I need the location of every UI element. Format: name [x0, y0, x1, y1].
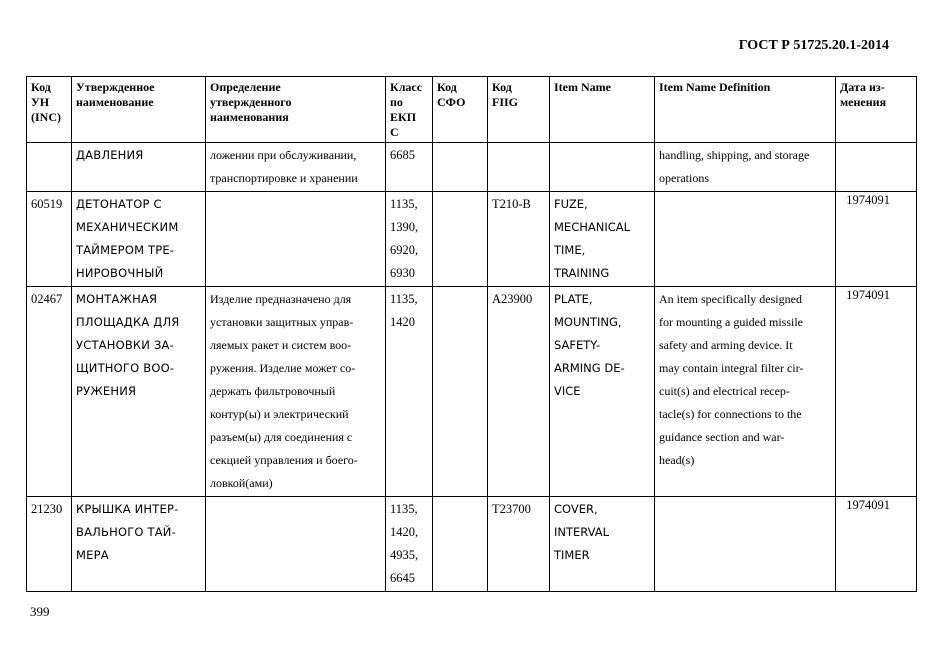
header-class	[386, 77, 433, 143]
text-line: НИРОВОЧНЫЙ	[76, 266, 164, 280]
text-line: head(s)	[659, 453, 695, 467]
text-line: TIMER	[554, 548, 590, 562]
text-line: держать фильтровочный	[210, 384, 336, 398]
text-line: ЕКП	[390, 110, 417, 124]
text-line: МЕРА	[76, 548, 109, 562]
cell-class	[386, 497, 433, 592]
text-line: 1135,	[390, 292, 418, 306]
text-line: ВАЛЬНОГО ТАЙ-	[76, 525, 176, 539]
text-line: Item Name Definition	[659, 80, 771, 94]
text-line: СФО	[437, 95, 466, 109]
cell-inc	[27, 143, 72, 192]
text-line: PLATE,	[554, 292, 593, 306]
text-line: МЕХАНИЧЕСКИМ	[76, 220, 179, 234]
cell-name	[72, 143, 206, 192]
text-line: Изделие предназначено для	[210, 292, 352, 306]
table-row	[27, 143, 917, 192]
text-line: 6930	[390, 266, 415, 280]
cell-inc: 21230	[27, 497, 72, 592]
text-line: Класс	[390, 80, 423, 94]
text-line: 6685	[390, 148, 415, 162]
text-line: operations	[659, 171, 709, 185]
cell-definition	[206, 143, 386, 192]
cell-name	[72, 497, 206, 592]
cell-definition	[206, 497, 386, 592]
text-line: ДЕТОНАТОР С	[76, 197, 162, 211]
text-line: Код	[492, 80, 512, 94]
cell-date: 1974091	[836, 287, 917, 497]
text-line: секцией управления и боего-	[210, 453, 358, 467]
text-line: 1135,	[390, 502, 418, 516]
cell-sfo	[433, 143, 488, 192]
text-line: Утвержденное	[76, 80, 155, 94]
table-row	[27, 497, 917, 592]
text-line: РУЖЕНИЯ	[76, 384, 137, 398]
cell-definition	[206, 192, 386, 287]
text-line: 1135,	[390, 197, 418, 211]
text-line: Определение	[210, 80, 281, 94]
cell-date	[836, 143, 917, 192]
header-inc	[27, 77, 72, 143]
text-line: may contain integral filter cir-	[659, 361, 804, 375]
text-line: 1420	[390, 315, 415, 329]
text-line: 6920,	[390, 243, 419, 257]
text-line: ДАВЛЕНИЯ	[76, 148, 144, 162]
text-line: ТАЙМЕРОМ ТРЕ-	[76, 243, 175, 257]
table-header-row	[27, 77, 917, 143]
text-line: наименование	[76, 95, 154, 109]
cell-inc: 60519	[27, 192, 72, 287]
text-line: safety and arming device. It	[659, 338, 793, 352]
cell-item-name	[550, 192, 655, 287]
text-line: С	[390, 125, 399, 139]
text-line: guidance section and war-	[659, 430, 785, 444]
text-line: ружения. Изделие может со-	[210, 361, 356, 375]
text-line: INTERVAL	[554, 525, 610, 539]
cell-item-definition	[655, 497, 836, 592]
cell-sfo	[433, 192, 488, 287]
text-line: (INC)	[31, 110, 61, 124]
text-line: КРЫШКА ИНТЕР-	[76, 502, 179, 516]
text-line: ЩИТНОГО ВОО-	[76, 361, 175, 375]
classification-table	[26, 76, 917, 592]
cell-item-name	[550, 287, 655, 497]
cell-item-name	[550, 497, 655, 592]
text-line: контур(ы) и электрический	[210, 407, 349, 421]
cell-class	[386, 287, 433, 497]
text-line: 1420,	[390, 525, 419, 539]
table-body	[27, 143, 917, 592]
text-line: разъем(ы) для соединения с	[210, 430, 353, 444]
cell-item-name	[550, 143, 655, 192]
document-code: ГОСТ Р 51725.20.1-2014	[738, 38, 889, 53]
text-line: Код	[437, 80, 457, 94]
text-line: установки защитных управ-	[210, 315, 354, 329]
text-line: An item specifically designed	[659, 292, 802, 306]
header-sfo	[433, 77, 488, 143]
cell-inc: 02467	[27, 287, 72, 497]
text-line: УН	[31, 95, 50, 109]
text-line: ARMING DE-	[554, 361, 625, 375]
cell-date: 1974091	[836, 192, 917, 287]
text-line: ловкой(ами)	[210, 476, 273, 490]
cell-class	[386, 192, 433, 287]
cell-fiig: T23700	[488, 497, 550, 592]
cell-date: 1974091	[836, 497, 917, 592]
cell-item-definition	[655, 143, 836, 192]
text-line: менения	[840, 95, 887, 109]
cell-fiig: T210-B	[488, 192, 550, 287]
text-line: УСТАНОВКИ ЗА-	[76, 338, 174, 352]
table-row	[27, 192, 917, 287]
text-line: FIIG	[492, 95, 519, 109]
text-line: TRAINING	[554, 266, 610, 280]
cell-name	[72, 192, 206, 287]
header-fiig	[488, 77, 550, 143]
header-date	[836, 77, 917, 143]
text-line: Item Name	[554, 80, 611, 94]
header-definition	[206, 77, 386, 143]
cell-fiig	[488, 143, 550, 192]
text-line: SAFETY-	[554, 338, 601, 352]
page-number: 399	[30, 604, 50, 619]
cell-sfo	[433, 497, 488, 592]
cell-class	[386, 143, 433, 192]
text-line: VICE	[554, 384, 581, 398]
text-line: МОНТАЖНАЯ	[76, 292, 158, 306]
text-line: ляемых ракет и систем воо-	[210, 338, 352, 352]
header-item-definition	[655, 77, 836, 143]
text-line: TIME,	[554, 243, 586, 257]
text-line: по	[390, 95, 403, 109]
cell-name	[72, 287, 206, 497]
text-line: 4935,	[390, 548, 419, 562]
cell-fiig: A23900	[488, 287, 550, 497]
text-line: утвержденного	[210, 95, 292, 109]
cell-item-definition	[655, 287, 836, 497]
header-name	[72, 77, 206, 143]
text-line: handling, shipping, and storage	[659, 148, 810, 162]
header-item-name	[550, 77, 655, 143]
text-line: cuit(s) and electrical recep-	[659, 384, 790, 398]
text-line: COVER,	[554, 502, 598, 516]
text-line: 1390,	[390, 220, 419, 234]
text-line: Код	[31, 80, 51, 94]
text-line: ложении при обслуживании,	[210, 148, 357, 162]
cell-item-definition	[655, 192, 836, 287]
table-row	[27, 287, 917, 497]
text-line: 6645	[390, 571, 415, 585]
text-line: MECHANICAL	[554, 220, 631, 234]
text-line: ПЛОЩАДКА ДЛЯ	[76, 315, 180, 329]
text-line: Дата из-	[840, 80, 885, 94]
text-line: FUZE,	[554, 197, 588, 211]
text-line: MOUNTING,	[554, 315, 622, 329]
text-line: for mounting a guided missile	[659, 315, 803, 329]
text-line: наименования	[210, 110, 289, 124]
text-line: транспортировке и хранении	[210, 171, 358, 185]
text-line: tacle(s) for connections to the	[659, 407, 802, 421]
cell-sfo	[433, 287, 488, 497]
cell-definition	[206, 287, 386, 497]
